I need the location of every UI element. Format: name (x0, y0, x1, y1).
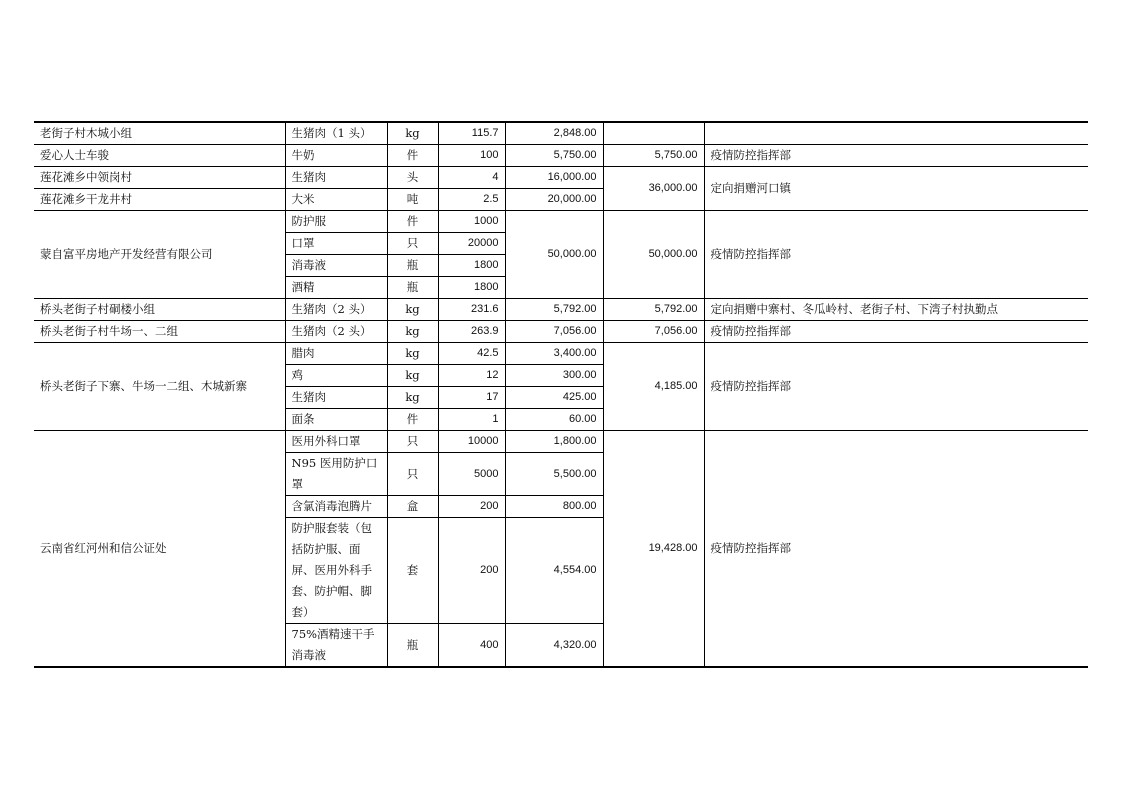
quantity-cell: 2.5 (438, 189, 505, 211)
unit-cell: kg (387, 122, 438, 145)
value-cell: 20,000.00 (505, 189, 603, 211)
value-cell: 4,320.00 (505, 624, 603, 668)
table-row (34, 167, 1088, 189)
value-cell: 300.00 (505, 365, 603, 387)
unit-cell: 套 (387, 518, 438, 624)
unit-cell: 件 (387, 145, 438, 167)
item-cell: 防护服 (285, 211, 387, 233)
value-cell: 800.00 (505, 496, 603, 518)
item-cell: 口罩 (285, 233, 387, 255)
unit-cell: kg (387, 299, 438, 321)
donor-cell: 桥头老街子村牛场一、二组 (34, 321, 285, 343)
item-cell: 面条 (285, 409, 387, 431)
value-cell: 7,056.00 (505, 321, 603, 343)
donor-cell: 云南省红河州和信公证处 (34, 431, 285, 668)
subtotal-cell: 7,056.00 (603, 321, 704, 343)
quantity-cell: 4 (438, 167, 505, 189)
unit-cell: 盒 (387, 496, 438, 518)
item-cell: 生猪肉 (285, 387, 387, 409)
value-cell: 5,792.00 (505, 299, 603, 321)
unit-cell: 吨 (387, 189, 438, 211)
quantity-cell: 263.9 (438, 321, 505, 343)
value-cell: 3,400.00 (505, 343, 603, 365)
value-cell: 16,000.00 (505, 167, 603, 189)
quantity-cell: 200 (438, 518, 505, 624)
table-row (34, 211, 1088, 233)
unit-cell: 件 (387, 409, 438, 431)
item-cell: 生猪肉（2 头） (285, 321, 387, 343)
table-row (34, 431, 1088, 453)
purpose-cell: 疫情防控指挥部 (704, 211, 1088, 299)
item-cell: 消毒液 (285, 255, 387, 277)
item-cell: 含氯消毒泡腾片 (285, 496, 387, 518)
value-cell: 5,750.00 (505, 145, 603, 167)
subtotal-cell: 50,000.00 (603, 211, 704, 299)
table-row (34, 343, 1088, 365)
subtotal-cell: 4,185.00 (603, 343, 704, 431)
subtotal-cell: 5,792.00 (603, 299, 704, 321)
donor-cell: 爱心人士车骏 (34, 145, 285, 167)
quantity-cell: 1 (438, 409, 505, 431)
subtotal-cell: 36,000.00 (603, 167, 704, 211)
quantity-cell: 10000 (438, 431, 505, 453)
value-cell: 1,800.00 (505, 431, 603, 453)
item-cell: 腊肉 (285, 343, 387, 365)
item-cell: 酒精 (285, 277, 387, 299)
quantity-cell: 1800 (438, 277, 505, 299)
quantity-cell: 5000 (438, 453, 505, 496)
purpose-cell: 疫情防控指挥部 (704, 145, 1088, 167)
donor-cell: 桥头老街子村硐楼小组 (34, 299, 285, 321)
unit-cell: 头 (387, 167, 438, 189)
donation-table (34, 121, 1088, 668)
item-cell: 防护服套装（包括防护服、面屏、医用外科手套、防护帽、脚套） (285, 518, 387, 624)
value-cell: 50,000.00 (505, 211, 603, 299)
donor-cell: 莲花滩乡干龙井村 (34, 189, 285, 211)
unit-cell: kg (387, 321, 438, 343)
purpose-cell: 疫情防控指挥部 (704, 321, 1088, 343)
quantity-cell: 200 (438, 496, 505, 518)
purpose-cell: 定向捐赠河口镇 (704, 167, 1088, 211)
quantity-cell: 17 (438, 387, 505, 409)
purpose-cell: 定向捐赠中寨村、冬瓜岭村、老街子村、下湾子村执勤点 (704, 299, 1088, 321)
unit-cell: 件 (387, 211, 438, 233)
quantity-cell: 12 (438, 365, 505, 387)
item-cell: 生猪肉（2 头） (285, 299, 387, 321)
item-cell: 生猪肉 (285, 167, 387, 189)
subtotal-cell: 19,428.00 (603, 431, 704, 668)
unit-cell: 瓶 (387, 624, 438, 668)
donor-cell: 桥头老街子下寨、牛场一二组、木城新寨 (34, 343, 285, 431)
value-cell: 2,848.00 (505, 122, 603, 145)
unit-cell: 瓶 (387, 277, 438, 299)
quantity-cell: 1000 (438, 211, 505, 233)
unit-cell: 瓶 (387, 255, 438, 277)
table-row (34, 299, 1088, 321)
unit-cell: 只 (387, 453, 438, 496)
item-cell: 生猪肉（1 头） (285, 122, 387, 145)
value-cell: 5,500.00 (505, 453, 603, 496)
quantity-cell: 42.5 (438, 343, 505, 365)
table-row (34, 321, 1088, 343)
table-row (34, 122, 1088, 145)
purpose-cell: 疫情防控指挥部 (704, 431, 1088, 668)
quantity-cell: 1800 (438, 255, 505, 277)
unit-cell: kg (387, 387, 438, 409)
purpose-cell: 疫情防控指挥部 (704, 343, 1088, 431)
subtotal-cell: 5,750.00 (603, 145, 704, 167)
item-cell: 鸡 (285, 365, 387, 387)
unit-cell: 只 (387, 233, 438, 255)
unit-cell: 只 (387, 431, 438, 453)
item-cell: 牛奶 (285, 145, 387, 167)
item-cell: 医用外科口罩 (285, 431, 387, 453)
unit-cell: kg (387, 365, 438, 387)
value-cell: 4,554.00 (505, 518, 603, 624)
item-cell: 大米 (285, 189, 387, 211)
quantity-cell: 400 (438, 624, 505, 668)
donor-cell: 莲花滩乡中领岗村 (34, 167, 285, 189)
value-cell: 425.00 (505, 387, 603, 409)
purpose-cell (704, 122, 1088, 145)
value-cell: 60.00 (505, 409, 603, 431)
item-cell: 75%酒精速干手消毒液 (285, 624, 387, 668)
subtotal-cell (603, 122, 704, 145)
quantity-cell: 20000 (438, 233, 505, 255)
quantity-cell: 100 (438, 145, 505, 167)
quantity-cell: 231.6 (438, 299, 505, 321)
donor-cell: 蒙自富平房地产开发经营有限公司 (34, 211, 285, 299)
item-cell: N95 医用防护口罩 (285, 453, 387, 496)
quantity-cell: 115.7 (438, 122, 505, 145)
donor-cell: 老街子村木城小组 (34, 122, 285, 145)
unit-cell: kg (387, 343, 438, 365)
table-row (34, 145, 1088, 167)
